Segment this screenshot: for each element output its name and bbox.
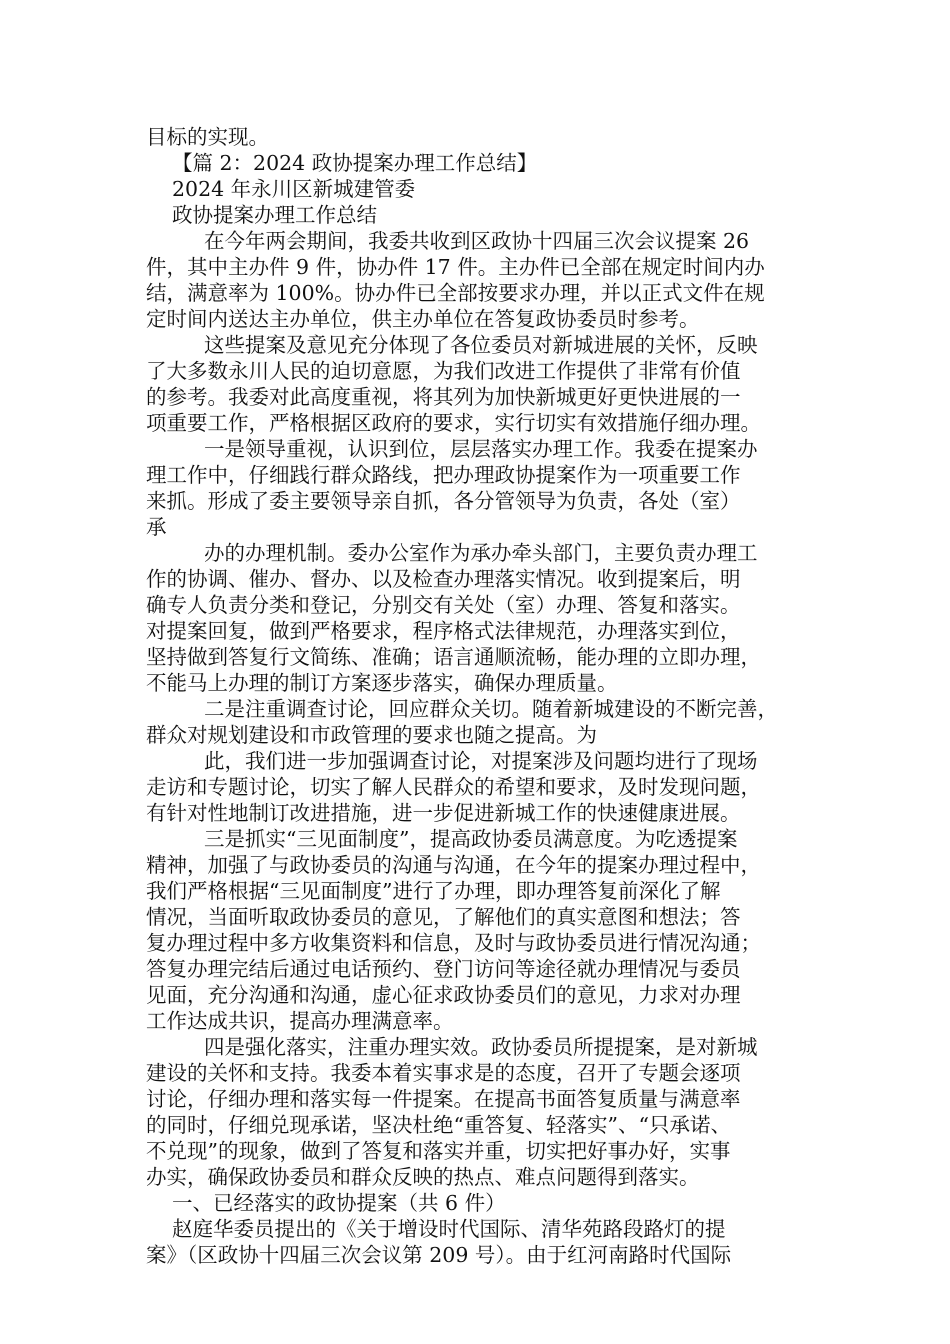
document-subtitle: 2024 年永川区新城建管委 xyxy=(172,177,416,201)
text-line: 的同时，仔细兑现承诺，坚决杜绝“重答复、轻落实”、“只承诺、 xyxy=(146,1113,731,1137)
text-line: 在今年两会期间，我委共收到区政协十四届三次会议提案 26 xyxy=(204,229,750,253)
text-line: 有针对性地制订改进措施，进一步促进新城工作的快速健康进展。 xyxy=(146,801,741,825)
text-line: 这些提案及意见充分体现了各位委员对新城进展的关怀，反映 xyxy=(204,333,758,357)
text-line: 工作达成共识，提高办理满意率。 xyxy=(146,1009,454,1033)
text-line: 此，我们进一步加强调查讨论，对提案涉及问题均进行了现场 xyxy=(204,749,758,773)
text-line: 了大多数永川人民的迫切意愿，为我们改进工作提供了非常有价值 xyxy=(146,359,741,383)
text-line: 走访和专题讨论，切实了解人民群众的希望和要求，及时发现问题， xyxy=(146,775,761,799)
text-line: 作的协调、催办、督办、以及检查办理落实情况。收到提案后，明 xyxy=(146,567,741,591)
text-line: 建设的关怀和支持。我委本着实事求是的态度，召开了专题会逐项 xyxy=(146,1061,741,1085)
text-line: 理工作中，仔细践行群众路线，把办理政协提案作为一项重要工作 xyxy=(146,463,741,487)
text-line: 我们严格根据“三见面制度”进行了办理，即办理答复前深化了解 xyxy=(146,879,721,903)
text-line: 不兑现”的现象，做到了答复和落实并重，切实把好事办好，实事 xyxy=(146,1139,731,1163)
section-heading: 一、已经落实的政协提案（共 6 件） xyxy=(172,1191,506,1215)
text-line: 项重要工作，严格根据区政府的要求，实行切实有效措施仔细办理。 xyxy=(146,411,761,435)
text-line: 三是抓实“三见面制度”，提高政协委员满意度。为吃透提案 xyxy=(204,827,738,851)
text-line: 二是注重调查讨论，回应群众关切。随着新城建设的不断完善， xyxy=(204,697,778,721)
text-line: 定时间内送达主办单位，供主办单位在答复政协委员时参考。 xyxy=(146,307,700,331)
text-line: 四是强化落实，注重办理实效。政协委员所提提案，是对新城 xyxy=(204,1035,758,1059)
text-line: 办实，确保政协委员和群众反映的热点、难点问题得到落实。 xyxy=(146,1165,700,1189)
text-line: 不能马上办理的制订方案逐步落实，确保办理质量。 xyxy=(146,671,618,695)
text-line: 目标的实现。 xyxy=(146,125,269,149)
text-line: 群众对规划建设和市政管理的要求也随之提高。为 xyxy=(146,723,597,747)
document-title: 政协提案办理工作总结 xyxy=(172,203,377,227)
text-line: 情况，当面听取政协委员的意见，了解他们的真实意图和想法；答 xyxy=(146,905,741,929)
text-line: 讨论，仔细办理和落实每一件提案。在提高书面答复质量与满意率 xyxy=(146,1087,741,1111)
text-line: 承 xyxy=(146,515,167,539)
section-heading: 【篇 2：2024 政协提案办理工作总结】 xyxy=(172,151,538,175)
text-line: 办的办理机制。委办公室作为承办牵头部门，主要负责办理工 xyxy=(204,541,758,565)
text-line: 结，满意率为 100%。协办件已全部按要求办理，并以正式文件在规 xyxy=(146,281,765,305)
text-line: 的参考。我委对此高度重视，将其列为加快新城更好更快进展的一 xyxy=(146,385,741,409)
text-line: 赵庭华委员提出的《关于增设时代国际、清华苑路段路灯的提 xyxy=(172,1217,726,1241)
text-line: 一是领导重视，认识到位，层层落实办理工作。我委在提案办 xyxy=(204,437,758,461)
text-line: 确专人负责分类和登记，分别交有关处（室）办理、答复和落实。 xyxy=(146,593,741,617)
text-line: 来抓。形成了委主要领导亲自抓，各分管领导为负责，各处（室） xyxy=(146,489,741,513)
text-line: 精神，加强了与政协委员的沟通与沟通，在今年的提案办理过程中， xyxy=(146,853,761,877)
text-line: 答复办理完结后通过电话预约、登门访问等途径就办理情况与委员 xyxy=(146,957,741,981)
text-line: 见面，充分沟通和沟通，虚心征求政协委员们的意见，力求对办理 xyxy=(146,983,741,1007)
text-line: 坚持做到答复行文简练、准确；语言通顺流畅，能办理的立即办理， xyxy=(146,645,761,669)
text-line: 复办理过程中多方收集资料和信息，及时与政协委员进行情况沟通； xyxy=(146,931,761,955)
text-line: 件，其中主办件 9 件，协办件 17 件。主办件已全部在规定时间内办 xyxy=(146,255,765,279)
text-line: 案》（区政协十四届三次会议第 209 号）。由于红河南路时代国际 xyxy=(146,1243,732,1267)
text-line: 对提案回复，做到严格要求，程序格式法律规范，办理落实到位， xyxy=(146,619,741,643)
